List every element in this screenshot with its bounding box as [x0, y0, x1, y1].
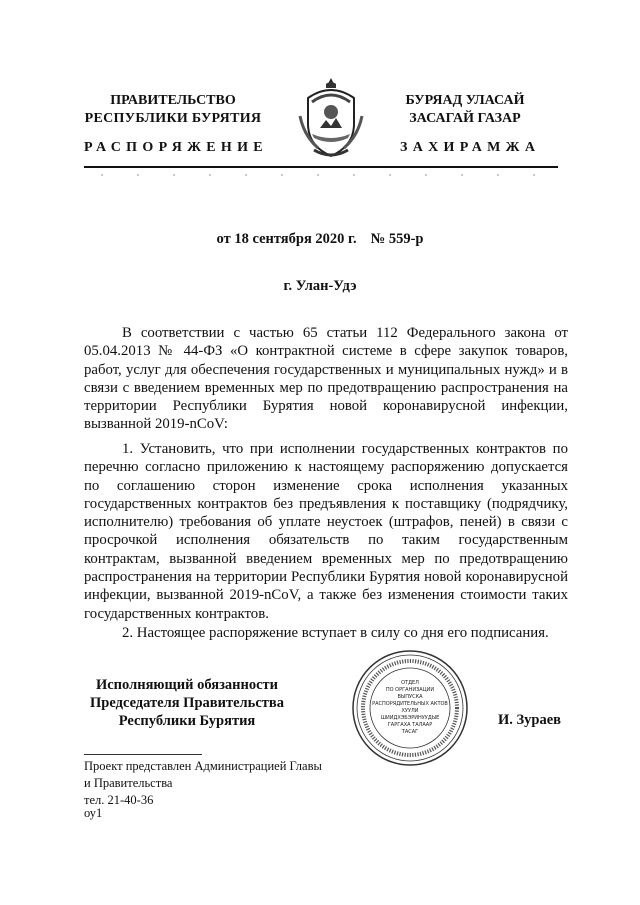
svg-text:ШИИДХЭБЭРИНУУДЫЕ: ШИИДХЭБЭРИНУУДЫЕ: [380, 715, 440, 721]
footer-line2: и Правительства: [84, 776, 173, 790]
svg-text:ТАСАГ: ТАСАГ: [401, 729, 419, 735]
footer-rule: [84, 754, 202, 755]
header-dotted-line: [84, 172, 558, 178]
document-number: № 559-р: [370, 231, 424, 247]
signatory-title: [84, 676, 290, 730]
signatory-title-line1: Исполняющий обязанности: [95, 677, 279, 693]
document-code: оу1: [84, 806, 103, 820]
header-right-line1: БУРЯАД УЛАСАЙ: [405, 93, 525, 108]
document-date: от 18 сентября 2020 г.: [216, 231, 357, 247]
signatory-title-line2: Председателя Правительства: [90, 695, 284, 711]
footer-note: [84, 758, 322, 809]
paragraph-item-1: 1. Установить, что при исполнении государственных контрактов по перечню согласно приложению к настоящему распоряжению допускается по соглашению сторон изменение срока исполнения указанных государственных контрактов без предъявления к поставщику (подрядчику, исполнителю) требования об уплате неустоек (штрафов, пеней) в связи с просрочкой исполнения обязательств по таким государственным контрактам, вызванной введением временных мер по предотвращению распространения на территории Республики Бурятия новой коронавирусной инфекции, вызванной 2019-nCoV, а также без изменения стоимости таких государственных контрактов.: [84, 441, 568, 622]
document-city: г. Улан-Удэ: [283, 278, 357, 294]
header-left-line2: РЕСПУБЛИКИ БУРЯТИЯ: [84, 111, 262, 126]
doctype-left: РАСПОРЯЖЕНИЕ: [84, 140, 268, 155]
svg-text:ПО ОРГАНИЗАЦИИ: ПО ОРГАНИЗАЦИИ: [385, 687, 435, 693]
svg-text:ГАРГАХА ТАЛААР: ГАРГАХА ТАЛААР: [387, 722, 433, 728]
coat-of-arms-emblem-icon: [298, 76, 364, 160]
svg-text:ОТДЕЛ: ОТДЕЛ: [401, 680, 419, 686]
svg-text:ВЫПУСКА: ВЫПУСКА: [397, 694, 423, 700]
date-number-line: [0, 231, 640, 248]
footer-phone: тел. 21-40-36: [84, 793, 154, 807]
footer-line1: Проект представлен Администрацией Главы: [84, 759, 322, 773]
header-right: [394, 92, 536, 128]
header-rule: [84, 166, 558, 168]
signatory-title-line3: Республики Бурятия: [118, 713, 256, 729]
header-left-line1: ПРАВИТЕЛЬСТВО: [110, 93, 236, 108]
doctype-right: ЗАХИРАМЖА: [400, 140, 541, 155]
paragraph-preamble: В соответствии с частью 65 статьи 112 Федерального закона от 05.04.2013 № 44-ФЗ «О контрактной системе в сфере закупок товаров, работ, услуг для обеспечения государственных и муниципальных нужд» и в связи с введением временных мер по предотвращению распространения на территории Республики Бурятия новой коронавирусной инфекции, вызванной 2019-nCoV:: [84, 325, 568, 433]
header-left: [84, 92, 262, 128]
svg-text:ХУУЛИ: ХУУЛИ: [401, 708, 419, 714]
svg-text:РАСПОРЯДИТЕЛЬНЫХ АКТОВ: РАСПОРЯДИТЕЛЬНЫХ АКТОВ: [372, 701, 448, 707]
signatory-name: И. Зураев: [498, 712, 562, 728]
paragraph-item-2: 2. Настоящее распоряжение вступает в силу со дня его подписания.: [122, 625, 549, 641]
header-right-line2: ЗАСАГАЙ ГАЗАР: [409, 111, 521, 126]
official-seal-stamp: [350, 648, 470, 768]
